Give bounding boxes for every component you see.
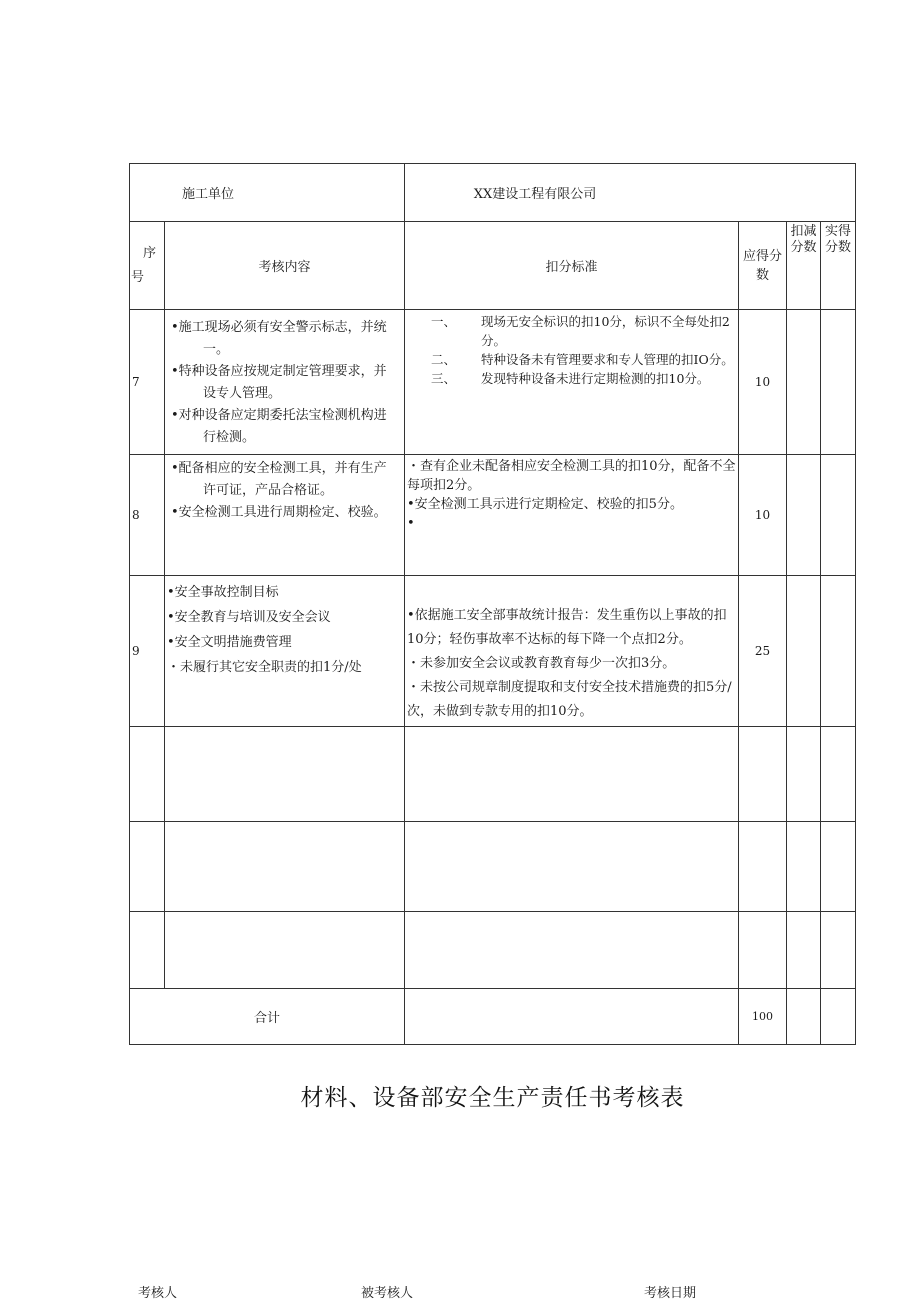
list-item <box>405 312 738 350</box>
examinee-label: 被考核人 <box>361 1286 414 1301</box>
row-deduct <box>787 455 821 576</box>
list-marker: 三、 <box>431 371 457 386</box>
date-label: 考核日期 <box>644 1286 697 1301</box>
total-score: 100 <box>739 989 787 1045</box>
empty-row <box>130 912 856 989</box>
row-score: 25 <box>739 576 787 727</box>
list-item: ・未履行其它安全职责的扣1分/处 <box>167 660 362 675</box>
row-seq: 7 <box>130 310 165 455</box>
list-marker: 一、 <box>431 314 457 329</box>
col-seq-label <box>131 242 164 290</box>
list-item: •依据施工安全部事故统计报告：发生重伤以上事故的扣10分；轻伤事故率不达标的每下降一个点扣2分。 <box>407 608 727 647</box>
table-row <box>130 310 856 455</box>
row-actual <box>821 455 856 576</box>
col-score: 应得分数 <box>739 222 787 310</box>
list-item: •对种设备应定期委托法宝检测机构进行检测。 <box>171 408 387 445</box>
unit-value-cell <box>405 164 856 222</box>
row-standard <box>405 310 739 455</box>
unit-value: XX建设工程有限公司 <box>473 187 597 202</box>
total-actual <box>821 989 856 1045</box>
col-deduct: 扣减分数 <box>787 222 821 310</box>
list-text: 特种设备未有管理要求和专人管理的扣IO分。 <box>481 352 734 367</box>
col-actual: 实得分数 <box>821 222 856 310</box>
col-standard: 扣分标准 <box>405 222 739 310</box>
row-deduct <box>787 310 821 455</box>
total-standard <box>405 989 739 1045</box>
list-item: ・查有企业未配备相应安全检测工具的扣10分，配备不全每项扣2分。 <box>407 459 736 493</box>
row-deduct <box>787 576 821 727</box>
list-item: ・未按公司规章制度提取和支付安全技术措施费的扣5分/次，未做到专款专用的扣10分。 <box>407 680 732 719</box>
row-content <box>165 310 405 455</box>
list-item: •安全文明措施费管理 <box>167 635 292 650</box>
list-item: •配备相应的安全检测工具，并有生产许可证，产品合格证。 <box>171 461 387 498</box>
list-item: •安全检测工具示进行定期检定、校验的扣5分。 <box>407 497 683 512</box>
list-item: •安全教育与培训及安全会议 <box>167 610 331 625</box>
row-score: 10 <box>739 310 787 455</box>
list-item: • <box>407 516 415 531</box>
list-item: •特种设备应按规定制定管理要求，并设专人管理。 <box>171 364 387 401</box>
table-row <box>130 455 856 576</box>
table-row <box>130 576 856 727</box>
unit-label: 施工单位 <box>182 187 235 202</box>
list-item: •安全检测工具进行周期检定、校验。 <box>171 505 387 520</box>
total-deduct <box>787 989 821 1045</box>
empty-row <box>130 822 856 912</box>
list-marker: 二、 <box>431 352 457 367</box>
assessment-table <box>129 163 856 1045</box>
column-header-row <box>130 222 856 310</box>
total-row <box>130 989 856 1045</box>
row-actual <box>821 310 856 455</box>
row-seq: 9 <box>130 576 165 727</box>
list-item <box>405 369 738 388</box>
list-item: •安全事故控制目标 <box>167 585 279 600</box>
page-title: 材料、设备部安全生产责任书考核表 <box>300 1085 685 1111</box>
list-item: ・未参加安全会议或教育教育每少一次扣3分。 <box>407 656 676 671</box>
unit-label-cell <box>130 164 405 222</box>
row-content <box>165 576 405 727</box>
col-seq <box>130 222 165 310</box>
list-text: 发现特种设备未进行定期检测的扣10分。 <box>481 371 710 386</box>
row-actual <box>821 576 856 727</box>
list-item <box>405 350 738 369</box>
list-text: 现场无安全标识的扣10分，标识不全每处扣2分。 <box>481 314 730 348</box>
col-content: 考核内容 <box>165 222 405 310</box>
total-label: 合计 <box>130 989 405 1045</box>
row-score: 10 <box>739 455 787 576</box>
row-standard <box>405 455 739 576</box>
seq-header-second: 号 <box>131 269 145 285</box>
row-standard <box>405 576 739 727</box>
row-seq: 8 <box>130 455 165 576</box>
header-row <box>130 164 856 222</box>
seq-header-first: 序 <box>143 245 157 261</box>
empty-row <box>130 727 856 822</box>
list-item: •施工现场必须有安全警示标志，并统一。 <box>171 320 387 357</box>
examiner-label: 考核人 <box>138 1286 178 1301</box>
row-content <box>165 455 405 576</box>
